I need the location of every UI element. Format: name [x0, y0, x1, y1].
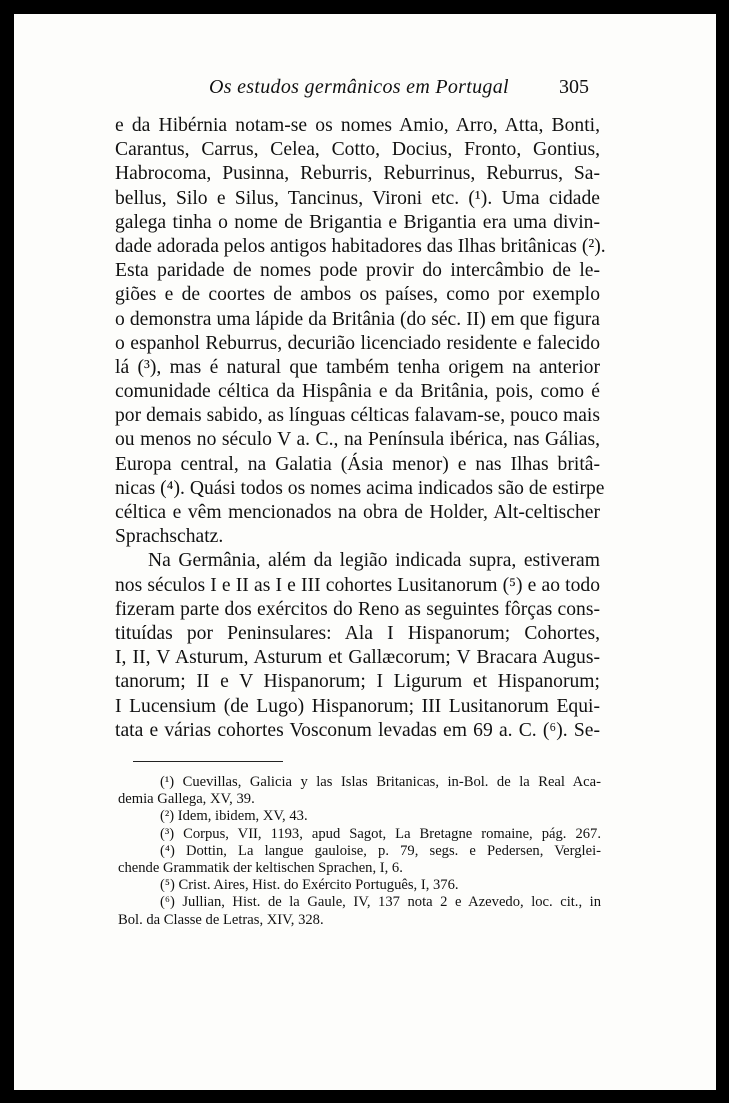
text-line: por demais sabido, as línguas célticas falavam-se, pouco mais	[115, 405, 600, 427]
footnote-line: (⁵) Crist. Aires, Hist. do Exército Português, I, 376.	[160, 877, 459, 894]
footnotes	[118, 774, 601, 929]
footnote-divider	[133, 761, 283, 762]
text-line: nos séculos I e II as I e III cohortes Lusitanorum (⁵) e ao todo	[115, 574, 600, 596]
running-title: Os estudos germânicos em Portugal	[209, 76, 509, 98]
text-line: Habrocoma, Pusinna, Reburris, Reburrinus, Reburrus, Sa-	[115, 163, 600, 185]
text-line: fizeram parte dos exércitos do Reno as seguintes fôrças cons-	[115, 598, 600, 620]
text-line: nicas (⁴). Quási todos os nomes acima indicados são de estirpe	[115, 477, 605, 499]
text-line: tituídas por Peninsulares: Ala I Hispanorum; Cohortes,	[115, 622, 600, 644]
text-line: lá (³), mas é natural que também tenha origem na anterior	[115, 356, 600, 378]
text-line: céltica e vêm mencionados na obra de Holder, Alt-celtischer	[115, 502, 600, 523]
text-line: Esta paridade de nomes pode provir do intercâmbio de le-	[115, 260, 600, 282]
text-line: comunidade céltica da Hispânia e da Britânia, pois, como é	[115, 381, 600, 403]
footnote-line: demia Gallega, XV, 39.	[118, 791, 255, 808]
text-line: Na Germânia, além da legião indicada supra, estiveram	[148, 550, 600, 572]
text-line: bellus, Silo e Silus, Tancinus, Vironi etc. (¹). Uma cidade	[115, 187, 600, 209]
text-line: galega tinha o nome de Brigantia e Brigantia era uma divin-	[115, 211, 600, 233]
page-number: 305	[559, 76, 589, 98]
footnote-line: Bol. da Classe de Letras, XIV, 328.	[118, 911, 324, 928]
footnote-line: chende Grammatik der keltischen Sprachen, I, 6.	[118, 859, 403, 876]
text-line: ou menos no século V a. C., na Península ibérica, nas Gálias,	[115, 429, 600, 451]
text-line: tanorum; II e V Hispanorum; I Ligurum et Hispanorum;	[115, 671, 600, 693]
text-line: I Lucensium (de Lugo) Hispanorum; III Lusitanorum Equi-	[115, 695, 600, 717]
body-text	[115, 114, 606, 743]
footnote-line: (¹) Cuevillas, Galicia y las Islas Britanicas, in-Bol. de la Real Aca-	[160, 774, 601, 790]
text-line: Europa central, na Galatia (Ásia menor) e nas Ilhas britâ-	[115, 453, 600, 475]
text-line: tata e várias cohortes Vosconum levadas em 69 a. C. (⁶). Se-	[115, 719, 600, 741]
footnote-line: (³) Corpus, VII, 1193, apud Sagot, La Bretagne romaine, pág. 267.	[160, 825, 601, 842]
text-line: giões e de coortes de ambos os países, como por exemplo	[115, 284, 600, 306]
text-line: e da Hibérnia notam-se os nomes Amio, Arro, Atta, Bonti,	[115, 115, 600, 136]
text-line: Carantus, Carrus, Celea, Cotto, Docius, Fronto, Gontius,	[115, 139, 600, 161]
text-line: I, II, V Asturum, Asturum et Gallæcorum; V Bracara Augus-	[115, 647, 600, 669]
footnote-line: (⁶) Jullian, Hist. de la Gaule, IV, 137 nota 2 e Azevedo, loc. cit., in	[160, 894, 601, 911]
footnote-line: (²) Idem, ibidem, XV, 43.	[160, 808, 308, 825]
book-page	[14, 14, 716, 1090]
footnote-line: (⁴) Dottin, La langue gauloise, p. 79, segs. e Pedersen, Verglei-	[160, 842, 601, 859]
text-line: o espanhol Reburrus, decurião licenciado residente e falecido	[115, 332, 600, 354]
text-line: o demonstra uma lápide da Britânia (do séc. II) em que figura	[115, 308, 600, 330]
page-header	[14, 76, 716, 102]
text-line: Sprachschatz.	[115, 526, 224, 548]
text-line: dade adorada pelos antigos habitadores das Ilhas britânicas (²).	[115, 235, 606, 257]
